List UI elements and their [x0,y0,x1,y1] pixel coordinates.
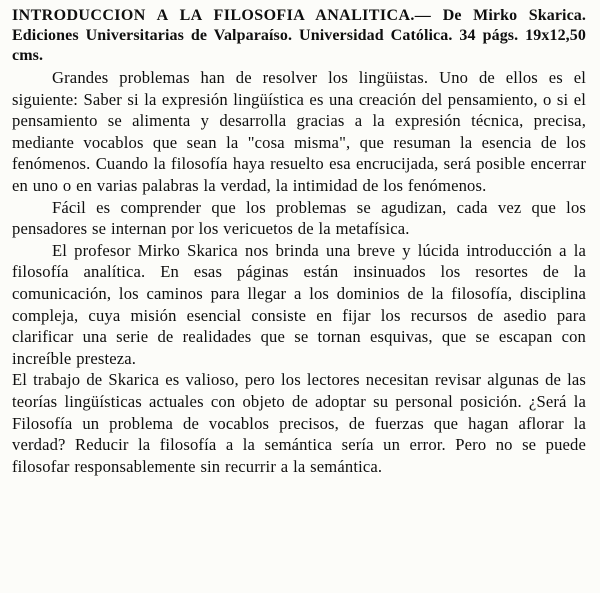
paragraph-2: Fácil es comprender que los problemas se agudizan, cada vez que los pensadores se internan por los vericuetos de la metafísica. [12,197,586,239]
book-title: INTRODUCCION A LA FILOSOFIA ANALITICA.— [12,7,432,24]
paragraph-4: El trabajo de Skarica es valioso, pero los lectores necesitan revisar algunas de las teorías lingüísticas actuales con objeto de adoptar su personal posición. ¿Será la Filosofía un problema de vocablos precisos, de fuerzas que hagan aflorar la verdad? Reducir la filosofía a la semántica sería un error. Pero no se puede filosofar responsablemente sin recurrir a la semántica. [12,370,586,476]
article-heading [12,6,586,66]
paragraph-1: Grandes problemas han de resolver los lingüistas. Uno de ellos es el siguiente: Saber si la expresión lingüística es una creación del pensamiento, o si el pensamiento se alimenta y desarrolla gracias a la expresión técnica, precisa, mediante vocablos que sean la "cosa misma", que resuman la esencia de los fenómenos. Cuando la filosofía haya resuelto esa encrucijada, será posible encerrar en uno o en varias palabras la verdad, la intimidad de los fenómenos. [12,68,586,195]
paragraph-3: El profesor Mirko Skarica nos brinda una breve y lúcida introducción a la filosofía analítica. En esas páginas están insinuados los resortes de la comunicación, los caminos para llegar a los dominios de la filosofía, disciplina compleja, cuya misión esencial consiste en fijar los recursos de asedio para clarificar una serie de realidades que se tornan esquivas, que se escapan con increíble presteza. [12,240,586,368]
book-details: De Mirko Skarica. Ediciones Universitarias de Valparaíso. Universidad Católica. 34 págs. 19x12,50 cms. [12,7,586,64]
